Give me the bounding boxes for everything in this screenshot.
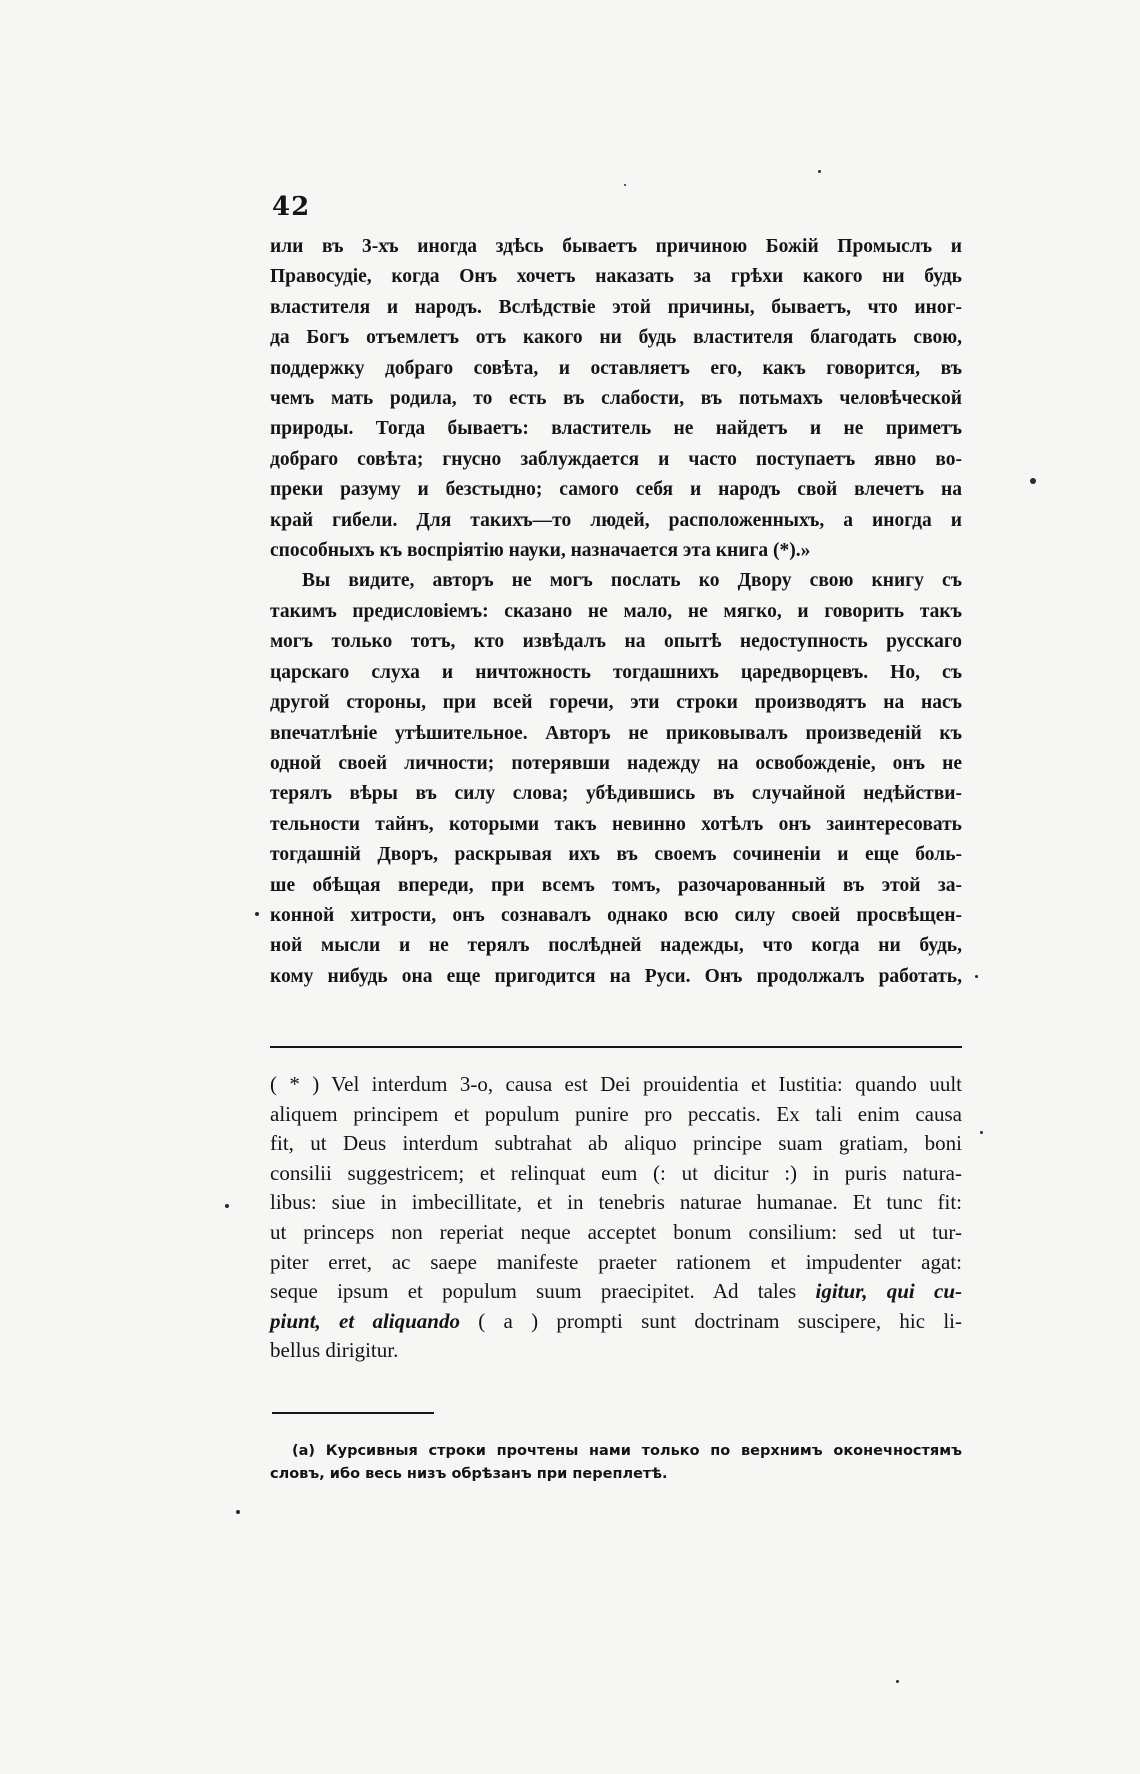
text-line: или въ 3-хъ иногда здѣсь бываетъ причиною Божій Промыслъ и [270,236,962,257]
page-number: 42 [272,192,311,222]
subnote-line: словъ, ибо весь низъ обрѣзанъ при переплетѣ. [270,1466,668,1482]
scan-speck [818,170,821,173]
footnote-line: ut princeps non reperiat neque acceptet bonum consilium: sed ut tur- [270,1219,962,1244]
footnote-line: piter erret, ac saepe manifeste praeter rationem et impudenter agat: [270,1249,962,1274]
text-line: такимъ предисловіемъ: сказано не мало, не мягко, и говорить такъ [270,600,962,622]
scan-speck [1030,478,1036,484]
scan-speck [975,975,978,978]
scan-speck [896,1680,899,1683]
main-text [270,232,962,992]
text-line: конной хитрости, онъ сознавалъ однако всю силу своей просвѣщен- [270,904,962,926]
footnote-separator-rule [270,1046,962,1048]
text-line: царскаго слуха и ничтожность тогдашнихъ царедворцевъ. Но, съ [270,661,962,683]
footnote-italic-text: piunt, et aliquando [270,1308,460,1333]
text-line: терялъ вѣры въ силу слова; убѣдившись въ случайной недѣйстви- [270,783,962,805]
text-line: способныхъ къ воспріятію науки, назначается эта книга (*).» [270,540,811,562]
footnote-italic-text: igitur, qui cu- [815,1279,963,1304]
subnote-separator-rule [272,1412,434,1414]
footnote-line: aliquem principem et populum punire pro peccatis. Ex tali enim causa [270,1101,962,1126]
text-line: властителя и народъ. Вслѣдствіе этой причины, бываетъ, что иног- [270,296,962,318]
scan-speck [624,184,626,186]
text-line: да Богъ отъемлетъ отъ какого ни будь властителя благодать свою, [270,327,962,349]
text-line: добраго совѣта; гнусно заблуждается и часто поступаетъ явно во- [270,448,962,470]
text-line: чемъ мать родила, то есть въ слабости, въ потьмахъ человѣческой [270,388,962,410]
footnote-line: bellus dirigitur. [270,1338,399,1363]
text-line: край гибели. Для такихъ—то людей, расположенныхъ, а иногда и [270,509,962,531]
text-line: другой стороны, при всей горечи, эти строки производятъ на насъ [270,692,962,714]
scan-speck [255,912,259,916]
footnote-line: ( * ) Vel interdum 3-o, causa est Dei prouidentia et Iustitia: quando uult [270,1072,962,1096]
text-line: Правосудіе, когда Онъ хочетъ наказать за грѣхи какого ни будь [270,266,962,288]
footnote-line: fit, ut Deus interdum subtrahat ab aliquo principe suam gratiam, boni [270,1131,962,1156]
footnote-line [270,1277,962,1307]
text-line: одной своей личности; потерявши надежду на освобожденіе, онъ не [270,752,962,774]
footnote-text: ( a ) prompti sunt doctrinam suscipere, hic li- [478,1308,962,1333]
footnote-text: seque ipsum et populum suum praecipitet. Ad tales [270,1279,797,1304]
text-line: ше обѣщая впереди, при всемъ томъ, разочарованный въ этой за- [270,874,962,896]
footnote-line: consilii suggestricem; et relinquat eum (: ut dicitur :) in puris natura- [270,1160,962,1185]
text-line: преки разуму и безстыдно; самого себя и народъ свой влечетъ на [270,479,962,501]
text-line: природы. Тогда бываетъ: властитель не найдетъ и не приметъ [270,418,962,440]
subnote-line: (а) Курсивныя строки прочтены нами только по верхнимъ оконечностямъ [292,1443,962,1459]
text-line: тельности тайнъ, которыми такъ невинно хотѣлъ онъ заинтересовать [270,813,962,835]
paragraph-start-line: Вы видите, авторъ не могъ послать ко Двору свою книгу съ [302,570,962,592]
text-line: впечатлѣніе утѣшительное. Авторъ не приковывалъ произведеній къ [270,722,962,744]
footnote-line [270,1307,962,1337]
text-line: могъ только тотъ, кто извѣдалъ на опытѣ недоступность русскаго [270,631,962,653]
footnote-line: libus: siue in imbecillitate, et in tenebris naturae humanae. Et tunc fit: [270,1190,962,1215]
text-line: кому нибудь она еще пригодится на Руси. Онъ продолжалъ работать, [270,965,962,987]
text-line: поддержку добраго совѣта, и оставляетъ его, какъ говорится, въ [270,357,962,379]
text-line: тогдашній Дворъ, раскрывая ихъ въ своемъ сочиненіи и еще боль- [270,844,962,866]
scan-speck [225,1204,229,1208]
scan-speck [980,1131,983,1134]
scan-speck [236,1510,240,1514]
latin-footnote [270,1070,962,1366]
editor-subnote [270,1440,962,1486]
text-line: ной мысли и не терялъ послѣдней надежды, что когда ни будь, [270,935,962,957]
